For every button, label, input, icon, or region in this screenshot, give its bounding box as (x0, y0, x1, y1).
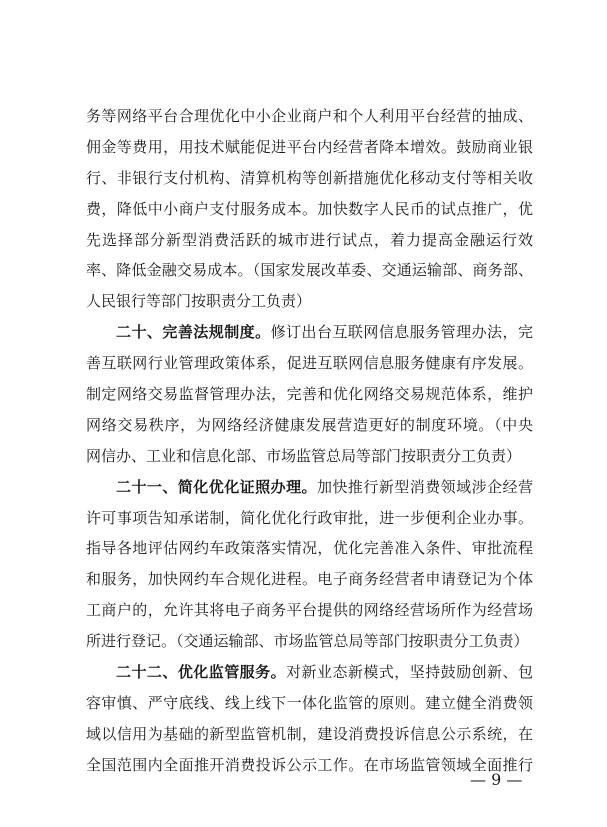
text-line: 制定网络交易监督管理办法，完善和优化网络交易规范体系，维护 (86, 385, 533, 404)
text-line: 工商户的，允许其将电子商务平台提供的网络经营场所作为经营场 (86, 601, 533, 620)
text-line: 率、降低金融交易成本。（国家发展改革委、交通运输部、商务部、 (86, 261, 533, 280)
text-line: 先选择部分新型消费活跃的城市进行试点，着力提高金融运行效 (86, 230, 533, 249)
document-body (86, 101, 533, 781)
text-line: 佣金等费用，用技术赋能促进平台内经营者降本增效。鼓励商业银 (86, 137, 533, 156)
section-22-text: 对新业态新模式，坚持鼓励创新、包 (286, 663, 533, 682)
section-21-text: 加快推行新型消费领域涉企经营 (317, 477, 533, 496)
text-line: 域以信用为基础的新型监管机制，建设消费投诉信息公示系统，在 (86, 724, 533, 743)
text-line: 费，降低中小商户支付服务成本。加快数字人民币的试点推广，优 (86, 199, 533, 218)
text-line: 务等网络平台合理优化中小企业商户和个人利用平台经营的抽成、 (86, 107, 533, 125)
text-line: 和服务，加快网约车合规化进程。电子商务经营者申请登记为个体 (86, 570, 533, 589)
text-line: 善互联网行业管理政策体系，促进互联网信息服务健康有序发展。 (86, 354, 533, 373)
section-20-first-line (86, 317, 533, 348)
section-20-text: 修订出台互联网信息服务管理办法，完 (270, 323, 533, 342)
text-line: 所进行登记。（交通运输部、市场监管总局等部门按职责分工负责） (86, 632, 529, 651)
text-line: 网信办、工业和信息化部、市场监管总局等部门按职责分工负责） (86, 446, 522, 465)
page-number: — 9 — (470, 770, 523, 789)
text-line: 容审慎、严守底线、线上线下一体化监管的原则。建立健全消费领 (86, 693, 533, 712)
text-line: 全国范围内全面推开消费投诉公示工作。在市场监管领域全面推行 (86, 755, 533, 774)
text-line: 网络交易秩序，为网络经济健康发展营造更好的制度环境。（中央 (86, 415, 533, 434)
text-line: 行、非银行支付机构、清算机构等创新措施优化移动支付等相关收 (86, 168, 533, 187)
section-22-first-line (86, 657, 533, 688)
text-line: 指导各地评估网约车政策落实情况，优化完善准入条件、审批流程 (86, 539, 533, 558)
section-22-heading: 二十二、优化监管服务。 (116, 663, 287, 682)
text-line: 许可事项告知承诺制，简化优化行政审批，进一步便利企业办事。 (86, 508, 533, 527)
section-21-heading: 二十一、简化优化证照办理。 (116, 477, 317, 496)
text-line: 人民银行等部门按职责分工负责） (86, 292, 312, 311)
section-20-heading: 二十、完善法规制度。 (116, 323, 271, 342)
section-21-first-line (86, 472, 533, 503)
